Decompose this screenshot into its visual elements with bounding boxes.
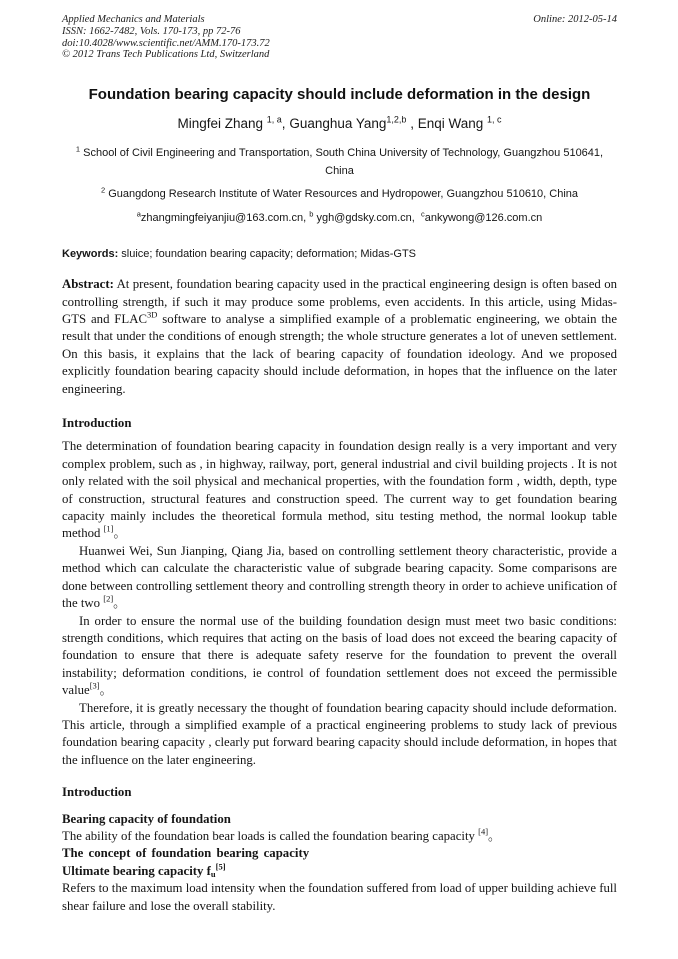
reference-2-marker: [2] (103, 593, 114, 604)
flac3d-superscript: 3D (147, 309, 158, 320)
subsection-heading-ultimate (62, 863, 617, 880)
paragraph-2 (62, 543, 617, 613)
paragraph-2-text: Huanwei Wei, Sun Jianping, Qiang Jia, based on controlling settlement theory characteristic, provide a method which can calculate the characteristic value of subgrade bearing capacity. Some comparisons are done between controlling settlement theory and controlling strength theory in order to achieve unification of the two (62, 543, 617, 611)
email-1: zhangmingfeiyanjiu@163.com.cn, (140, 212, 310, 225)
section-heading-introduction-2: Introduction (62, 785, 132, 800)
author-3-name: Enqi Wang (417, 116, 487, 132)
subsection-heading-bearing-capacity: Bearing capacity of foundation (62, 811, 231, 826)
affiliation-2 (62, 185, 617, 203)
paragraph-1-endmark: 。 (113, 526, 127, 541)
email-1-superscript: a (136, 209, 141, 219)
email-3-superscript: c (420, 209, 425, 219)
author-1-name: Mingfei Zhang (177, 116, 267, 132)
paragraph-1-text: The determination of foundation bearing capacity in foundation design really is a very important and very complex problem, such as , in highway, railway, port, general industrial and civil building projects . It is not only related with the soil physical and mechanical properties, with the foundation form , width, depth, type of construction, structural features and construction speed. The current way to get foundation bearing capacity mainly includes the theoretical formula method, situ testing method, the normal lookup table method (62, 439, 617, 541)
section-heading-introduction-1: Introduction (62, 416, 132, 431)
author-separator-1: , (281, 116, 290, 132)
keywords-line (62, 247, 617, 262)
email-2-superscript: b (309, 209, 314, 219)
affiliation-2-text: Guangdong Research Institute of Water Resources and Hydropower, Guangzhou 510610, China (105, 188, 579, 201)
email-2: ygh@gdsky.com.cn, (313, 212, 418, 225)
ultimate-heading-text: Ultimate bearing capacity f (62, 863, 211, 878)
keywords-text: sluice; foundation bearing capacity; deformation; Midas-GTS (118, 248, 417, 261)
bearing-capacity-sentence (62, 828, 617, 845)
author-1-superscript: 1, a (266, 114, 282, 125)
reference-4-marker: [4] (478, 826, 489, 837)
fu-subscript: u (210, 868, 216, 879)
affiliation-1 (62, 144, 617, 180)
reference-5-marker: [5] (215, 861, 226, 872)
bearing-capacity-endmark: 。 (488, 828, 501, 843)
affiliation-1-text: School of Civil Engineering and Transportation, South China University of Technology, Guangzhou 510641, China (80, 147, 604, 178)
online-date: Online: 2012-05-14 (533, 14, 617, 25)
paper-title: Foundation bearing capacity should include deformation in the design (88, 86, 591, 104)
page-content (62, 14, 617, 915)
keywords-label: Keywords: (62, 248, 119, 261)
ultimate-capacity-sentence: Refers to the maximum load intensity when the foundation suffered from load of upper building achieve full shear failure and lose the overall stability. (62, 881, 617, 913)
abstract-text-2: software to analyse a simplified example of a problematic engineering, we obtain the result that under the conditions of enough strength; the whole structure generates a lot of uneven settlement. On this basis, it explains that the lack of bearing capacity of foundation ideology. And we proposed explicitly foundation bearing capacity should include deformation, in hopes that the influence on the later engineering. (62, 312, 617, 396)
journal-header (62, 14, 617, 61)
bearing-capacity-sentence-text: The ability of the foundation bear loads is called the foundation bearing capacity (62, 828, 479, 843)
journal-name: Applied Mechanics and Materials (62, 14, 205, 25)
author-2-superscript: 1,2,b (386, 114, 407, 125)
paragraph-3 (62, 613, 617, 700)
author-separator-2: , (406, 116, 418, 132)
issn-line: ISSN: 1662-7482, Vols. 170-173, pp 72-76 (62, 25, 241, 37)
subsection-heading-concept: The concept of foundation bearing capacity (62, 846, 310, 861)
abstract-text-1: At present, foundation bearing capacity used in the practical engineering design is often based on controlling strength, if such it may produce some problems, even accidents. In this article, using Midas-GTS and FLAC (62, 277, 617, 326)
reference-1-marker: [1] (103, 524, 114, 535)
email-3: ankywong@126.com.cn (424, 212, 543, 225)
reference-3-marker: [3] (89, 680, 100, 691)
ultimate-capacity-text (62, 880, 617, 915)
bearing-capacity-text (62, 828, 617, 845)
paragraph-1 (62, 438, 617, 542)
paragraph-3-text: In order to ensure the normal use of the building foundation design must meet two basic conditions: strength conditions, which requires that acting on the basis of load does not exceed the bearing capacity of foundation to ensure that there is adequate safety reserve for the foundation to prevent the overall instability; deformation conditions, ie control of foundation settlement does not exceed the permissible value (62, 613, 617, 698)
author-2-name: Guanghua Yang (289, 116, 387, 132)
abstract-paragraph (62, 276, 617, 398)
author-3-superscript: 1, c (487, 114, 502, 125)
introduction-body (62, 438, 617, 769)
paragraph-4: Therefore, it is greatly necessary the thought of foundation bearing capacity should include deformation. This article, through a simplified example of a practical engineering problems to study lack of previous foundation bearing capacity , clearly put forward bearing capacity should include deformation, in hopes that the influence on the later engineering. (62, 700, 617, 767)
affiliation-1-superscript: 1 (75, 144, 81, 154)
abstract-label: Abstract: (62, 277, 114, 292)
paragraph-3-endmark: 。 (99, 683, 113, 698)
affiliation-2-superscript: 2 (100, 185, 106, 195)
doi-line: doi:10.4028/www.scientific.net/AMM.170-173.72 (62, 37, 270, 49)
author-emails (62, 211, 617, 226)
author-byline (62, 115, 617, 132)
journal-header-left (62, 14, 270, 61)
paragraph-2-endmark: 。 (113, 596, 126, 611)
copyright-line: © 2012 Trans Tech Publications Ltd, Switzerland (62, 49, 270, 61)
